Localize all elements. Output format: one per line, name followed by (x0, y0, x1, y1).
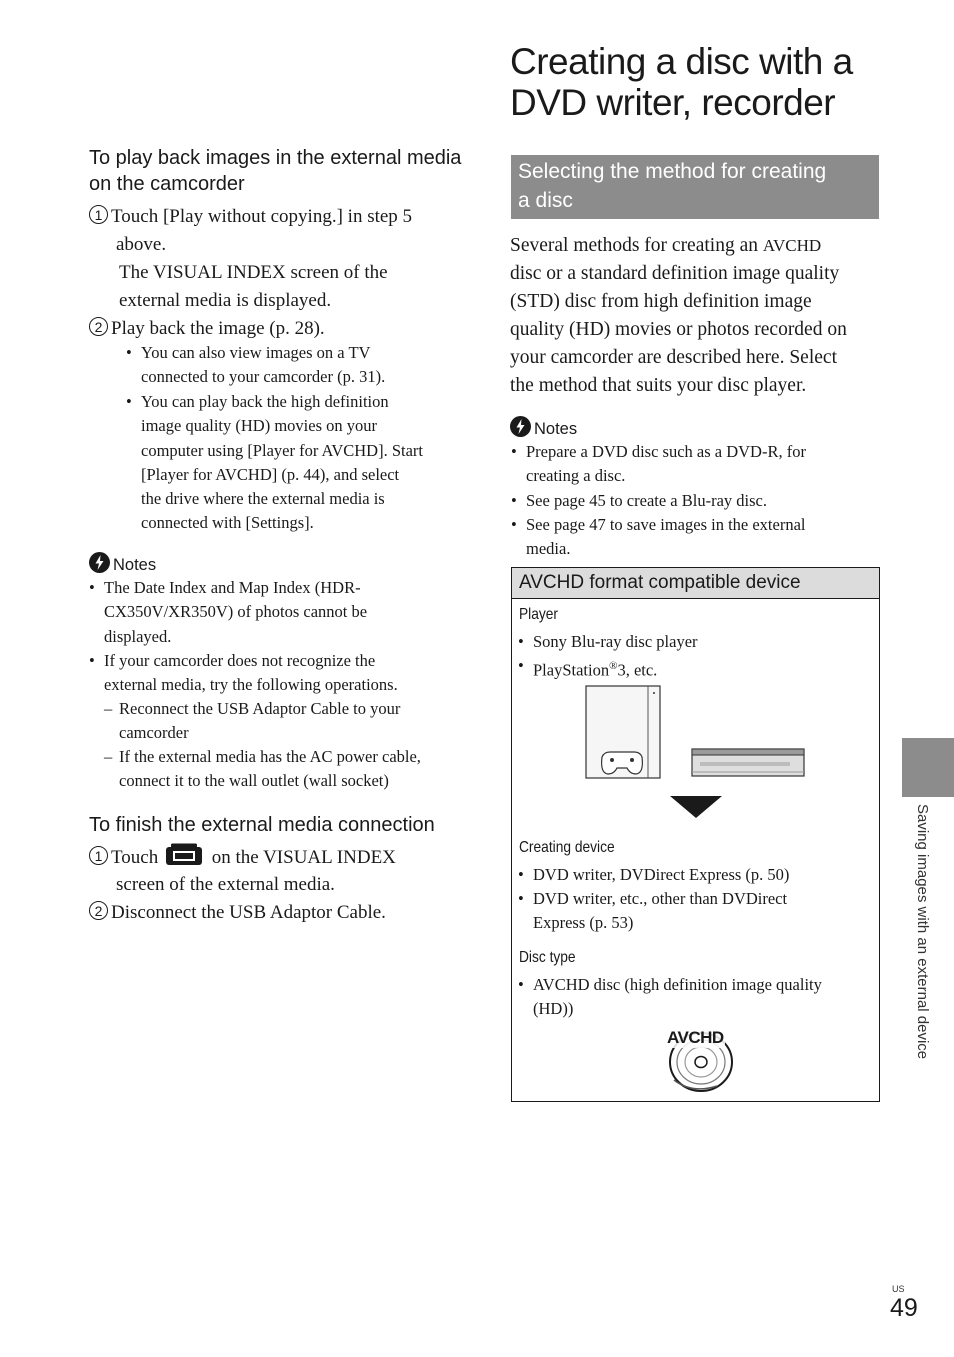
page-region: US (892, 1284, 905, 1294)
sidebar-section-label: Saving images with an external device (914, 804, 931, 1060)
notes-heading: Notes (89, 552, 156, 576)
step-number: 2 (89, 317, 108, 336)
notes-icon (89, 552, 110, 573)
step-number: 1 (89, 846, 108, 865)
creating-device-label: Creating device (519, 839, 615, 856)
list-item: • Sony Blu-ray disc player (518, 632, 698, 651)
section-tab (902, 738, 954, 797)
step-2: 2 Play back the image (p. 28). (89, 315, 325, 343)
finish-step-1: 1 Touch on the VISUAL INDEX (89, 843, 396, 876)
list-item: • DVD writer, etc., other than DVDirect Express (p. 53) (518, 889, 788, 933)
finish-step-1-cont: screen of the external media. (116, 874, 335, 895)
list-item: • Prepare a DVD disc such as a DVD-R, for creating a disc. (511, 442, 806, 486)
list-item: • DVD writer, DVDirect Express (p. 50) (518, 865, 790, 884)
list-item: • If your camcorder does not recognize the external media, try the following operations. (89, 651, 398, 695)
section-title-bar: Selecting the method for creating a disc (511, 155, 879, 219)
step-1: 1 Touch [Play without copying.] in step 5 (89, 203, 412, 231)
list-item: • AVCHD disc (high definition image quality (HD)) (518, 975, 822, 1019)
box-header: AVCHD format compatible device (512, 568, 879, 599)
step-1-result-cont: external media is displayed. (119, 290, 332, 311)
step-1-cont: above. (116, 234, 167, 255)
list-item: • The Date Index and Map Index (HDR- CX350V/XR350V) of photos cannot be displayed. (89, 578, 368, 646)
section-heading-finish: To finish the external media connection (89, 814, 435, 836)
avchd-device-box (511, 567, 880, 1102)
page-title: Creating a disc with a DVD writer, recorder (510, 41, 853, 123)
list-item: • See page 47 to save images in the external media. (511, 515, 806, 559)
avchd-logo-text: AVCHD (667, 1028, 724, 1047)
list-item: – If the external media has the AC power cable, connect it to the wall outlet (wall socket) (104, 747, 421, 791)
player-label: Player (519, 606, 559, 623)
player-illustration (582, 684, 812, 824)
notes-heading: Notes (510, 416, 577, 440)
page-number: 49 (890, 1294, 918, 1322)
finish-step-2: 2 Disconnect the USB Adaptor Cable. (89, 899, 386, 927)
section-heading-playback: To play back images in the external media on the camcorder (89, 147, 462, 195)
list-item: • You can also view images on a TV connected to your camcorder (p. 31). (126, 343, 386, 387)
step-number: 2 (89, 901, 108, 920)
list-item: – Reconnect the USB Adaptor Cable to your camcorder (104, 699, 401, 743)
avchd-logo (662, 1028, 737, 1098)
list-item: • See page 45 to create a Blu-ray disc. (511, 491, 767, 510)
step-1-result: The VISUAL INDEX screen of the (119, 262, 388, 283)
step-number: 1 (89, 205, 108, 224)
list-item: • You can play back the high definition image quality (HD) movies on your computer using [Player for AVCHD]. Start [Player for AVCHD] (p. 44), and select the drive where the external media is connected with [Settings]. (126, 392, 423, 533)
disc-type-label: Disc type (519, 949, 576, 966)
notes-icon (510, 416, 531, 437)
list-item: • PlayStation®3, etc. (518, 656, 658, 680)
intro-paragraph: Several methods for creating an AVCHD disc or a standard definition image quality (STD) disc from high definition image quality (HD) movies or photos recorded on your camcorder are described here. Select the method that suits your disc player. (510, 235, 847, 396)
